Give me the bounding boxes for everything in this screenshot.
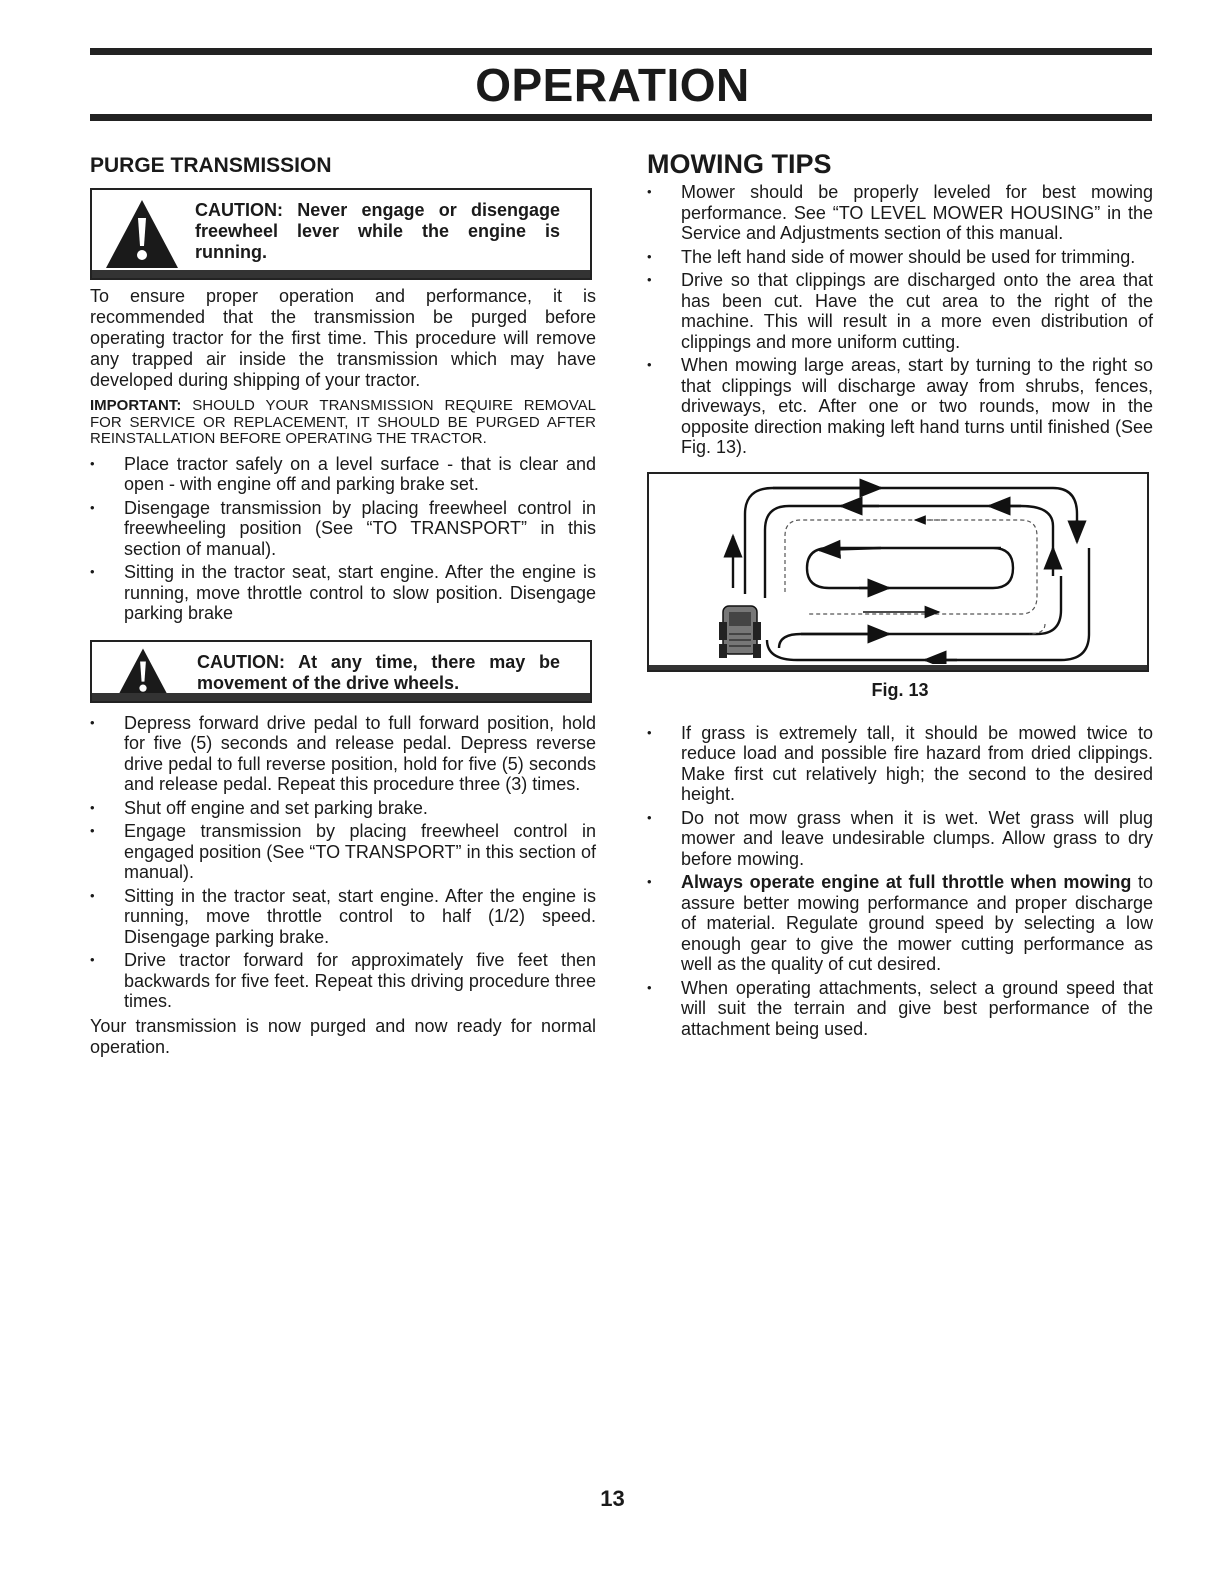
throttle-tip-text: to assure better mowing performance and proper discharge of material. Regulate ground speed by selecting a low enough gear to give the mower cutting performance as well as the quality of cut desired. [681, 872, 1153, 974]
left-column [90, 148, 596, 1058]
list-item: • Mower should be properly leveled for best mowing performance. See “TO LEVEL MOWER HOUSING” in the Service and Adjustments section of this manual. [647, 182, 1153, 244]
mowing-tips-list-a [647, 182, 1153, 458]
list-item: • When operating attachments, select a ground speed that will suit the terrain and give best performance of the attachment being used. [647, 978, 1153, 1040]
list-item: • Sitting in the tractor seat, start engine. After the engine is running, move throttle control to half (1/2) speed. Disengage parking brake. [90, 886, 596, 948]
header-rule-top [90, 48, 1152, 55]
page-title: OPERATION [475, 59, 750, 111]
list-item: • Sitting in the tractor seat, start engine. After the engine is running, move throttle control to slow position. Disengage parking brake [90, 562, 596, 624]
purge-steps-list-b [90, 713, 596, 1012]
list-item: • The left hand side of mower should be used for trimming. [647, 247, 1153, 268]
caution-box-freewheel [90, 188, 592, 280]
page-number: 13 [600, 1486, 625, 1511]
list-item: • Depress forward drive pedal to full forward position, hold for five (5) seconds and release pedal. Depress reverse drive pedal to full reverse position, hold for five (5) seconds and release pedal. Repeat this procedure three (3) times. [90, 713, 596, 795]
mowing-pattern-diagram [649, 474, 1147, 664]
list-item: • Drive tractor forward for approximately five feet then backwards for five feet. Repeat this driving procedure three times. [90, 950, 596, 1012]
header-rule-bottom [90, 114, 1152, 121]
warning-triangle-icon [114, 647, 172, 699]
throttle-tip-bold: Always operate engine at full throttle when mowing [681, 872, 1132, 892]
list-item: • Disengage transmission by placing freewheel control in freewheeling position (See “TO TRANSPORT” in this section of manual). [90, 498, 596, 560]
important-text: SHOULD YOUR TRANSMISSION REQUIRE REMOVAL FOR SERVICE OR REPLACEMENT, IT SHOULD BE PURGED AFTER REINSTALLATION BEFORE OPERATING THE TRACTOR. [90, 397, 596, 447]
right-column [647, 148, 1153, 1042]
list-item: • When mowing large areas, start by turning to the right so that clippings will discharge away from shrubs, fences, driveways, etc. After one or two rounds, mow in the opposite direction making left hand turns until finished (See Fig. 13). [647, 355, 1153, 458]
list-item: • If grass is extremely tall, it should be mowed twice to reduce load and possible fire hazard from dried clippings. Make first cut relatively high; the second to the desired height. [647, 723, 1153, 805]
purge-outro-paragraph: Your transmission is now purged and now ready for normal operation. [90, 1015, 596, 1057]
lawn-tractor-icon [719, 606, 761, 658]
important-notice [90, 398, 596, 448]
list-item: • Shut off engine and set parking brake. [90, 798, 596, 819]
list-item: • Do not mow grass when it is wet. Wet grass will plug mower and leave undesirable clumps. Allow grass to dry before mowing. [647, 808, 1153, 870]
mowing-tips-list-b [647, 723, 1153, 1040]
caution-text-drive-wheels: CAUTION: At any time, there may be movement of the drive wheels. [197, 651, 560, 693]
important-label: IMPORTANT: [90, 397, 182, 414]
caution-box-drive-wheels [90, 640, 592, 703]
purge-steps-list-a [90, 454, 596, 624]
caution-text-freewheel: CAUTION: Never engage or disengage freewheel lever while the engine is running. [195, 200, 560, 262]
warning-triangle-icon [104, 198, 180, 270]
purge-transmission-heading: PURGE TRANSMISSION [90, 154, 332, 177]
list-item [647, 872, 1153, 975]
mowing-pattern-figure [647, 472, 1149, 672]
figure-caption: Fig. 13 [871, 679, 929, 700]
mowing-tips-heading: MOWING TIPS [647, 149, 832, 179]
list-item: • Drive so that clippings are discharged onto the area that has been cut. Have the cut area to the right of the machine. This will result in a more even distribution of clippings and more uniform cutting. [647, 270, 1153, 352]
list-item: • Engage transmission by placing freewheel control in engaged position (See “TO TRANSPORT” in this section of manual). [90, 821, 596, 883]
list-item: • Place tractor safely on a level surface - that is clear and open - with engine off and parking brake set. [90, 454, 596, 495]
purge-intro-paragraph: To ensure proper operation and performance, it is recommended that the transmission be purged before operating tractor for the first time. This procedure will remove any trapped air inside the transmission which may have developed during shipping of your tractor. [90, 286, 596, 390]
